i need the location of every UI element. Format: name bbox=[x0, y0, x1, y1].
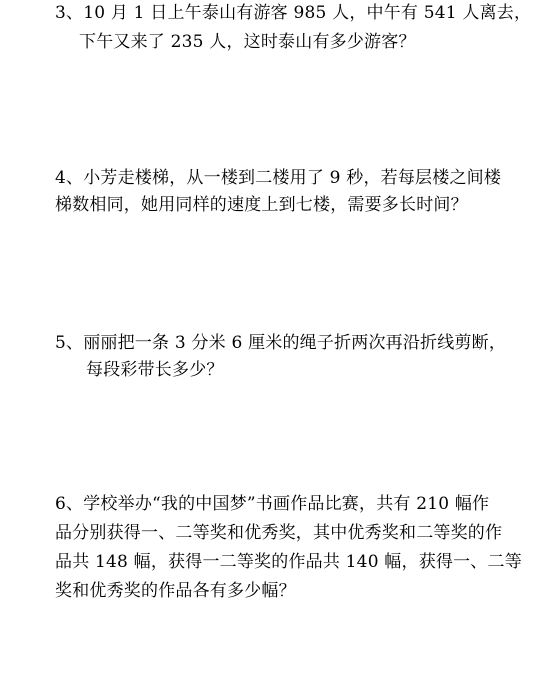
problem-5-line-1: 5、丽丽把一条 3 分米 6 厘米的绳子折两次再沿折线剪断， bbox=[55, 333, 507, 353]
problem-6-line-2: 品分别获得一、二等奖和优秀奖，其中优秀奖和二等奖的作 bbox=[55, 523, 503, 543]
problem-6-line-4: 奖和优秀奖的作品各有多少幅？ bbox=[55, 581, 296, 601]
problem-3-line-1: 3、10 月 1 日上午泰山有游客 985 人，中午有 541 人离去， bbox=[55, 3, 532, 23]
problem-5-line-2: 每段彩带长多少？ bbox=[86, 360, 224, 380]
problem-6-line-1: 6、学校举办“我的中国梦”书画作品比赛，共有 210 幅作 bbox=[55, 494, 490, 514]
problem-4-line-2: 梯数相同，她用同样的速度上到七楼，需要多长时间？ bbox=[55, 195, 468, 215]
problem-4-line-1: 4、小芳走楼梯，从一楼到二楼用了 9 秒，若每层楼之间楼 bbox=[55, 168, 502, 188]
problem-6-line-3: 品共 148 幅，获得一二等奖的作品共 140 幅，获得一、二等 bbox=[55, 552, 522, 572]
problem-3-line-2: 下午又来了 235 人，这时泰山有多少游客？ bbox=[79, 32, 416, 52]
